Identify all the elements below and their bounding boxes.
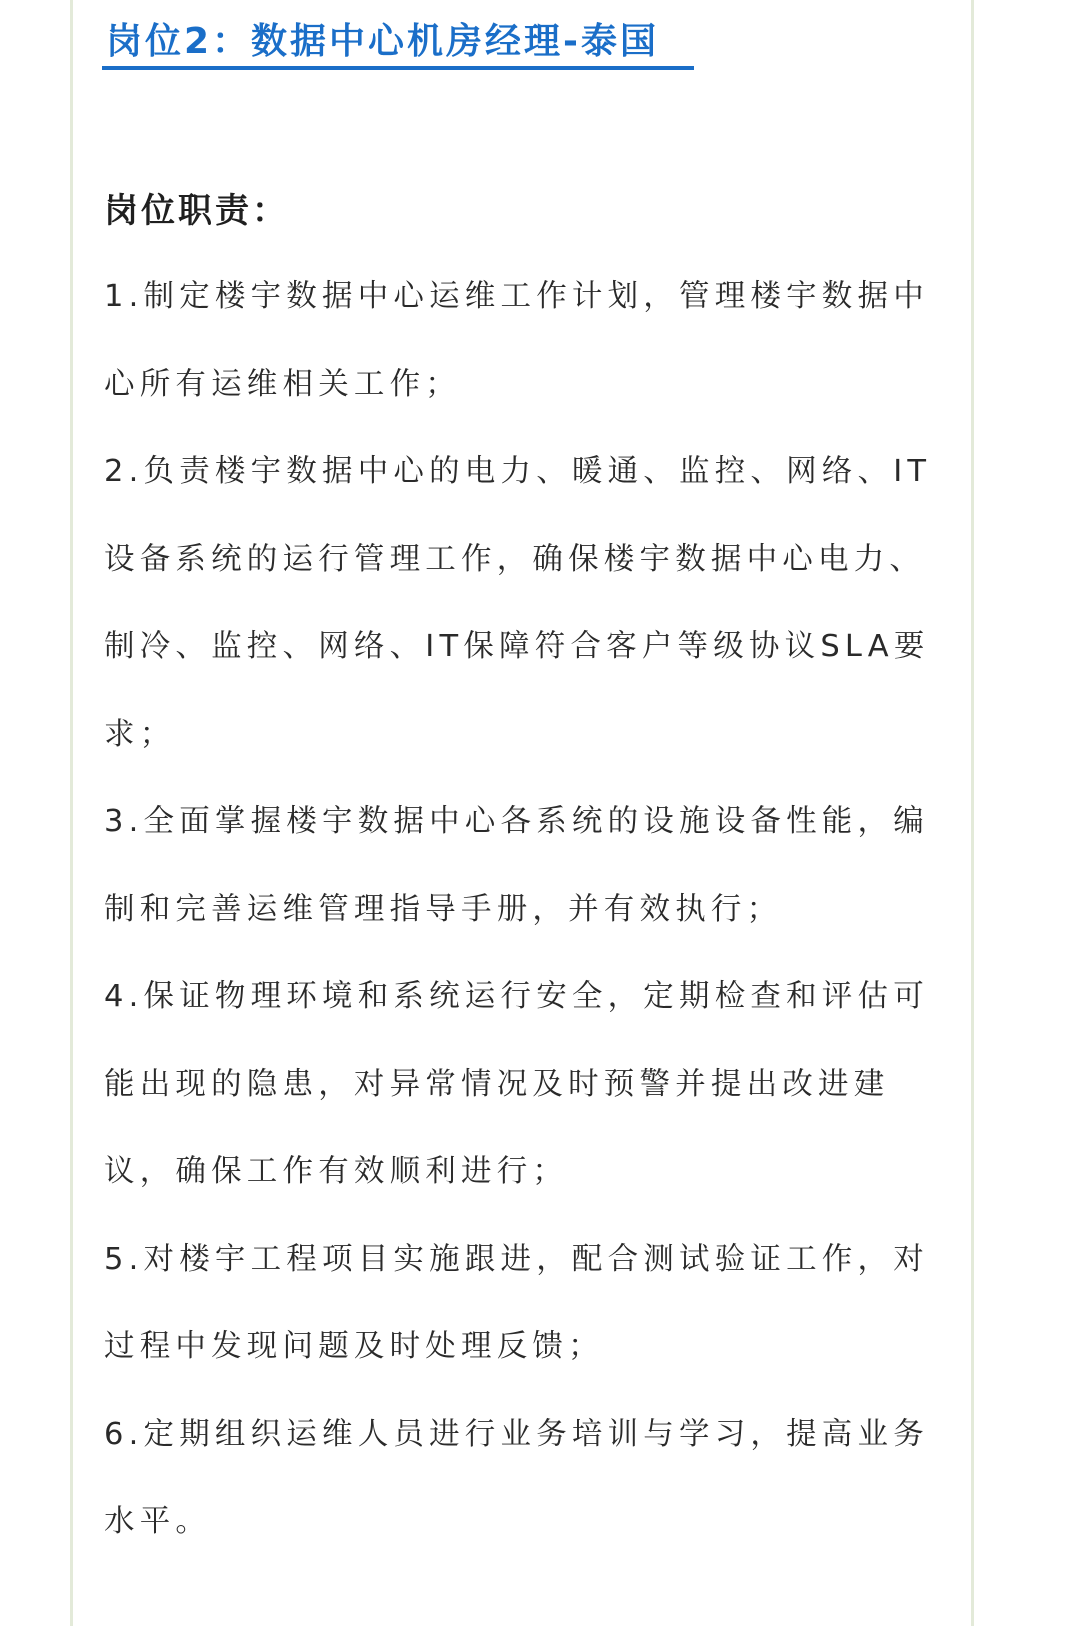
job-title: 岗位2：数据中心机房经理-泰国 bbox=[106, 21, 659, 62]
duty-item-5: 5.对楼宇工程项目实施跟进，配合测试验证工作，对过程中发现问题及时处理反馈； bbox=[104, 1241, 929, 1364]
responsibilities-heading: 岗位职责： bbox=[104, 191, 289, 231]
duty-item-6: 6.定期组织运维人员进行业务培训与学习，提高业务水平。 bbox=[104, 1416, 929, 1539]
duty-item-4: 4.保证物理环境和系统运行安全，定期检查和评估可能出现的隐患，对异常情况及时预警并提出改进建议，确保工作有效顺利进行； bbox=[104, 979, 929, 1189]
duty-item-1: 1.制定楼宇数据中心运维工作计划，管理楼宇数据中心所有运维相关工作； bbox=[104, 279, 929, 402]
title-underline bbox=[102, 66, 694, 70]
duty-item-2: 2.负责楼宇数据中心的电力、暖通、监控、网络、IT设备系统的运行管理工作，确保楼宇数据中心电力、制冷、监控、网络、IT保障符合客户等级协议SLA要求； bbox=[104, 454, 932, 752]
responsibilities-list bbox=[104, 253, 949, 1566]
duty-item-3: 3.全面掌握楼宇数据中心各系统的设施设备性能，编制和完善运维管理指导手册，并有效执行； bbox=[104, 804, 929, 927]
